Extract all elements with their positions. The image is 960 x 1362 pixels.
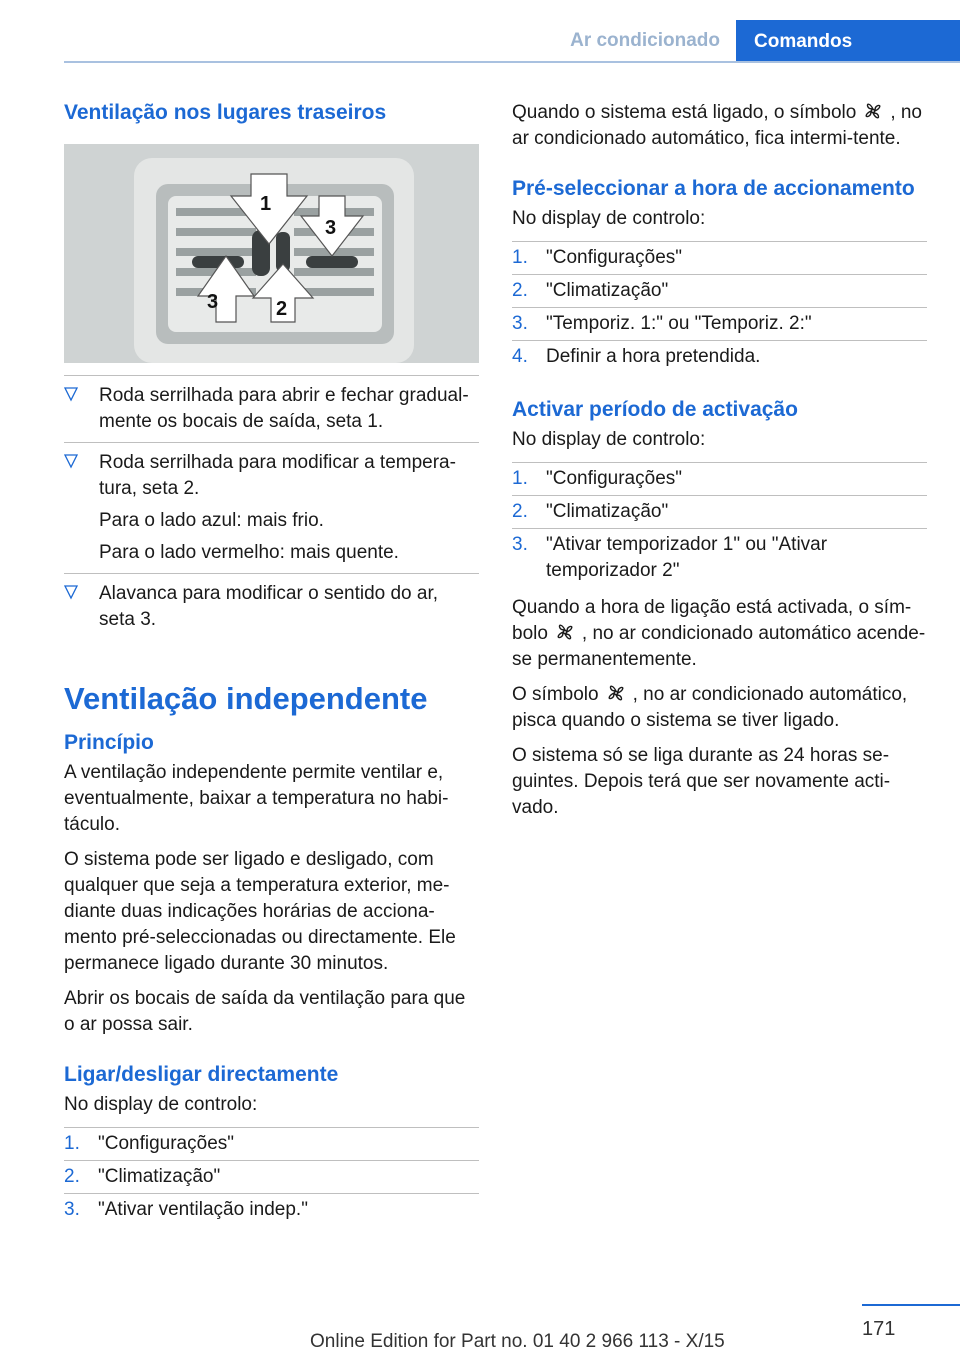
principle-paragraph: O sistema pode ser ligado e desligado, com qualquer que seja a temperatura exterior, me‐diante duas indicações horárias de acciona‐mento pré-seleccionadas ou directamente. Ele permanece ligado durante 30 minutos. [64, 849, 456, 974]
fan-icon [862, 101, 884, 121]
direct-steps-list [64, 1127, 479, 1226]
step-number: 1. [512, 468, 528, 489]
heading-activate-period: Activar período de activação [512, 398, 798, 421]
list-item [512, 340, 927, 373]
status-paragraph [512, 682, 927, 734]
arrow-label-3-right: 3 [325, 217, 337, 239]
page-header [0, 0, 960, 62]
page-number-rule [862, 1304, 960, 1306]
header-chapter-tab: Comandos [736, 20, 960, 62]
step-text: "Configurações" [98, 1133, 235, 1154]
list-item [512, 241, 927, 274]
fan-icon [554, 622, 576, 642]
bullet-note: Para o lado vermelho: mais quente. [99, 542, 399, 563]
paragraph-text: O símbolo [512, 684, 599, 705]
header-section-title: Ar condicionado [570, 30, 720, 51]
step-text: "Climatização" [546, 280, 669, 301]
step-number: 2. [512, 501, 528, 522]
step-text: "Configurações" [546, 468, 683, 489]
rear-vent-bullet-list [64, 375, 479, 640]
heading-direct-toggle: Ligar/desligar directamente [64, 1063, 339, 1086]
right-column [512, 100, 927, 830]
list-item [512, 528, 927, 587]
preselect-steps-list [512, 241, 927, 373]
triangle-bullet-icon [64, 453, 78, 469]
list-item [64, 375, 479, 442]
arrow-label-1: 1 [260, 193, 272, 215]
list-item [64, 442, 479, 573]
paragraph-text: Quando o sistema está ligado, o símbolo [512, 102, 857, 123]
footer-edition: Online Edition for Part no. 01 40 2 966 113 - X/15 [310, 1331, 725, 1352]
list-item [64, 573, 479, 640]
arrow-label-3-left: 3 [207, 291, 219, 313]
rear-vent-figure [64, 144, 479, 363]
step-text: "Configurações" [546, 247, 683, 268]
step-number: 4. [512, 346, 528, 367]
paragraph-text: Quando a hora de ligação está activada, o sím‐bolo [512, 597, 912, 644]
paragraph-text: , no ar condicionado automático, pisca quando o sistema se tiver ligado. [512, 684, 908, 731]
principle-paragraph: Abrir os bocais de saída da ventilação para que o ar possa sair. [64, 988, 466, 1035]
direct-intro: No display de controlo: [64, 1094, 258, 1115]
step-number: 3. [64, 1199, 80, 1220]
bullet-text: Roda serrilhada para modificar a tempera‐tura, seta 2. [99, 452, 456, 499]
header-divider [64, 61, 960, 63]
bullet-text: Roda serrilhada para abrir e fechar gradual‐mente os bocais de saída, seta 1. [99, 385, 469, 432]
list-item [64, 1160, 479, 1193]
status-paragraph [512, 100, 927, 152]
triangle-bullet-icon [64, 386, 78, 402]
step-number: 1. [64, 1133, 80, 1154]
step-number: 3. [512, 313, 528, 334]
step-number: 3. [512, 534, 528, 555]
list-item [512, 495, 927, 528]
heading-principle: Princípio [64, 731, 154, 754]
triangle-bullet-icon [64, 584, 78, 600]
list-item [64, 1193, 479, 1226]
list-item [512, 307, 927, 340]
step-text: Definir a hora pretendida. [546, 346, 761, 367]
activate-steps-list [512, 462, 927, 587]
list-item [512, 462, 927, 495]
activate-intro: No display de controlo: [512, 429, 706, 450]
status-paragraph [512, 595, 927, 673]
fan-icon [605, 683, 627, 703]
bullet-note: Para o lado azul: mais frio. [99, 510, 324, 531]
step-number: 2. [512, 280, 528, 301]
paragraph-text: , no ar condicionado automático acende-se permanentemente. [512, 623, 926, 670]
list-item [64, 1127, 479, 1160]
heading-rear-ventilation: Ventilação nos lugares traseiros [64, 101, 387, 124]
step-text: "Ativar ventilação indep." [98, 1199, 308, 1220]
step-text: "Temporiz. 1:" ou "Temporiz. 2:" [546, 313, 812, 334]
bullet-text: Alavanca para modificar o sentido do ar, seta 3. [99, 583, 439, 630]
left-column [64, 100, 479, 1234]
page-number: 171 [862, 1318, 896, 1340]
duration-paragraph: O sistema só se liga durante as 24 horas se‐guintes. Depois terá que ser novamente acti‐vado. [512, 745, 891, 818]
paragraph-text: , no ar condicionado automático, fica intermi‐tente. [512, 102, 923, 149]
step-text: "Ativar temporizador 1" ou "Ativar temporizador 2" [546, 534, 828, 581]
arrow-label-2: 2 [276, 298, 288, 320]
heading-independent-ventilation: Ventilação independente [64, 681, 428, 716]
step-number: 2. [64, 1166, 80, 1187]
step-number: 1. [512, 247, 528, 268]
principle-paragraph: A ventilação independente permite ventilar e, eventualmente, baixar a temperatura no habi‐táculo. [64, 762, 449, 835]
list-item [512, 274, 927, 307]
preselect-intro: No display de controlo: [512, 208, 706, 229]
step-text: "Climatização" [98, 1166, 221, 1187]
heading-preselect-time: Pré-seleccionar a hora de accionamento [512, 177, 915, 200]
step-text: "Climatização" [546, 501, 669, 522]
